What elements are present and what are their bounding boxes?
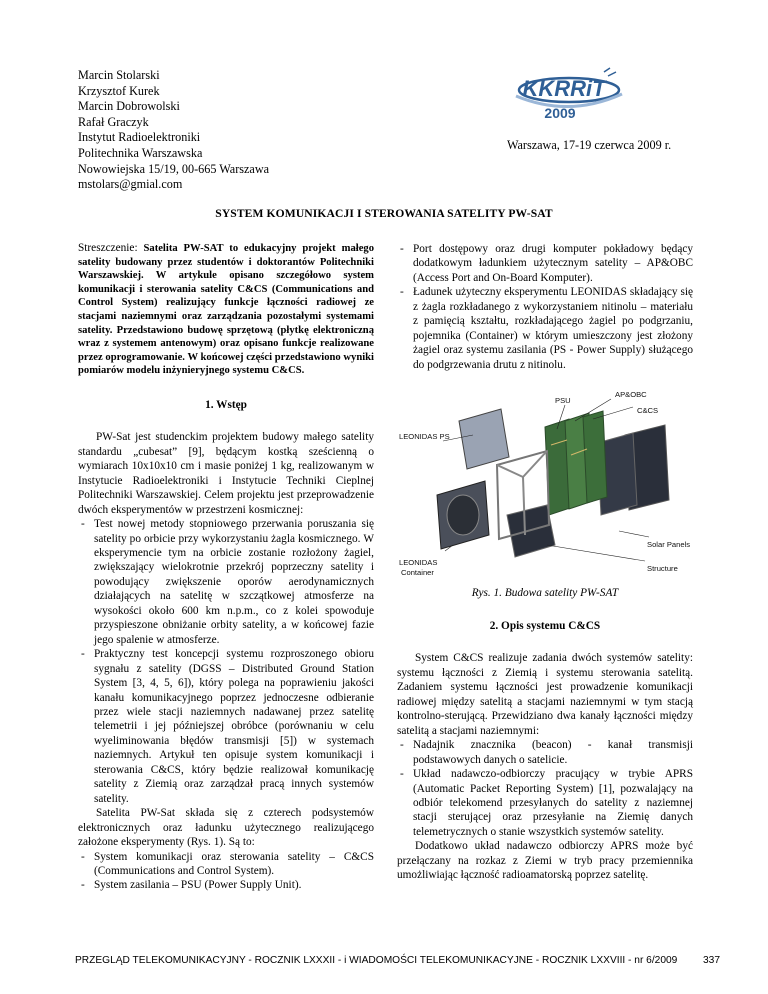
list-item: - Nadajnik znacznika (beacon) - kanał transmisji podstawowych danych o satelicie. — [397, 738, 693, 767]
label-structure: Structure — [647, 564, 678, 573]
paragraph: System C&CS realizuje zadania dwóch systemów satelity: systemu łączności z Ziemią i systemu sterowania satelitą. Zadaniem systemu łączności jest prowadzenie komunikacji radiowej między satelitą a stacjami naziemnymi w tym stacją kontrolno-sterującą. Przewidziano dwa kanały łączności między satelitą a stacjami naziemnymi: — [397, 652, 693, 737]
author-email: mstolars@gmial.com — [78, 177, 183, 192]
abstract — [78, 242, 374, 378]
figure-caption: Rys. 1. Budowa satelity PW-SAT — [471, 587, 619, 599]
label-container: Container — [401, 568, 434, 577]
paragraph: Dodatkowo układ nadawczo odbiorczy APRS może być przełączany na rozkaz z Ziemi w tryb pracy przemiennika umożliwiając łączność radioamatorską poprzez satelitę. — [397, 840, 693, 882]
label-solar-panels: Solar Panels — [647, 540, 691, 549]
list-item: - Test nowej metody stopniowego przerwania poruszania się satelity po orbicie przy wykorzystaniu żagla kosmicznego. W eksperymencie tym na orbicie zostanie rozłożony żagiel, zwiększający wielokrotnie przekrój poprzeczny satelity i powodujący zwiększenie oporów aerodynamicznych działających na satelitę w szczątkowej atmosferze na wysokości około 600 km n.p.m., co z kolei spowoduje przyspieszone obniżanie orbity satelity, a w końcowej fazie jego spalenie w atmosferze. — [78, 517, 374, 647]
abstract-text: Satelita PW-SAT to edukacyjny projekt małego satelity budowany przez studentów i doktorantów Politechniki Warszawskiej. W artykule opisano szczegółowo system komunikacji i sterowania satelity C&CS (Communications and Control System) realizujący funkcje łączności radiowej ze stacjami naziemnymi oraz zarządzania pozostałymi systemami satelity. Przedstawiono budowę sprzętową (płytkę elektroniczną wraz z systemem antenowym) oraz opisano funkcje realizowane przez oprogramowanie. W końcowej części przedstawiono wyniki pomiarów modelu inżynieryjnego systemu C&CS. — [78, 243, 374, 377]
leonidas-container-drawing — [437, 481, 489, 549]
label-psu: PSU — [555, 396, 571, 405]
author-name: Rafał Graczyk — [78, 114, 149, 129]
conference-place-date: Warszawa, 17-19 czerwca 2009 r. — [507, 138, 672, 152]
section-heading: 1. Wstęp — [205, 398, 247, 411]
page-number: 337 — [703, 955, 720, 966]
pcb-boards-drawing — [545, 411, 607, 515]
experiment-list — [78, 517, 374, 806]
satellite-exploded-figure — [397, 385, 697, 585]
list-item: - System komunikacji oraz sterowania satelity – C&CS (Communications and Control System). — [78, 850, 374, 879]
journal-footer: PRZEGLĄD TELEKOMUNIKACYJNY - ROCZNIK LXXXII - i WIADOMOŚCI TELEKOMUNIKACYJNE - ROCZNIK LXXVIII - nr 6/2009 — [75, 955, 678, 966]
leonidas-ps-drawing — [459, 409, 509, 469]
list-item: - Ładunek użyteczny eksperymentu LEONIDAS składający się z żagla rozkładanego z wykorzystaniem nitinolu – materiału z pamięcią kształtu, rozkładającego żagiel po podgrzaniu, pojemnika (Container) w którym umieszczony jest złożony żagiel oraz systemu zasilania (PS - Power Supply) służącego do podgrzewania drutu z nitinolu. — [397, 285, 693, 372]
abstract-lead: Streszczenie: — [78, 242, 138, 254]
subsystem-list — [78, 850, 374, 893]
list-item: - System zasilania – PSU (Power Supply Unit). — [78, 878, 374, 892]
section-2 — [397, 613, 693, 883]
paragraph: Satelita PW-Sat składa się z czterech podsystemów elektronicznych oraz ładunku użytecznego realizującego założone eksperymenty (Rys. 1). Są to: — [78, 807, 374, 849]
section-heading: 2. Opis systemu C&CS — [489, 620, 601, 632]
label-leonidas: LEONIDAS — [399, 558, 438, 567]
channel-list — [397, 738, 693, 839]
affiliation-university: Politechnika Warszawska — [78, 145, 203, 160]
paper-title: SYSTEM KOMUNIKACJI I STEROWANIA SATELITY PW-SAT — [215, 207, 553, 220]
list-item: - Port dostępowy oraz drugi komputer pokładowy będący dodatkowym ładunkiem użytecznym satelity – AP&OBC (Access Port and On-Board Komputer). — [397, 242, 693, 285]
logo-year: 2009 — [544, 105, 576, 121]
label-ccs: C&CS — [637, 406, 659, 415]
author-block — [78, 68, 269, 193]
affiliation-institute: Instytut Radioelektroniki — [78, 130, 201, 145]
author-name: Marcin Stolarski — [78, 68, 160, 82]
author-name: Marcin Dobrowolski — [78, 99, 180, 114]
subsystem-list-continued — [397, 242, 693, 372]
paragraph: PW-Sat jest studenckim projektem budowy małego satelity standardu „cubesat” [9], będącym kostką sześcienną o wymiarach 10x10x10 cm i masie poniżej 1 kg, realizowanym w Instytucie Radioelektroniki i Instytucie Techniki Cieplnej Politechniki Warszawskiej. Celem projektu jest przeprowadzenie dwóch eksperymentów w przestrzeni kosmicznej: — [78, 431, 374, 516]
logo-wordmark: KKRRiT — [522, 76, 606, 101]
label-leonidas-ps: LEONIDAS PS — [399, 432, 450, 441]
list-item: - Układ nadawczo-odbiorczy pracujący w trybie APRS (Automatic Packet Reporting System) [1], pozwalający na odbiór telekomend przesyłanych do satelity z naziemnej stacji sterującej oraz przesyłanie na Ziemię danych telemetrycznych o stanie wszystkich systemów satelity. — [397, 767, 693, 839]
affiliation-address: Nowowiejska 15/19, 00-665 Warszawa — [78, 161, 270, 176]
author-name: Krzysztof Kurek — [78, 83, 160, 98]
label-apobc: AP&OBC — [615, 390, 647, 399]
antenna-icon — [604, 68, 616, 76]
left-column — [78, 242, 374, 893]
list-item: - Praktyczny test koncepcji systemu rozproszonego obioru sygnału z satelity (DGSS – Distributed Ground Station System [3, 4, 5, 6]), który polega na poprawieniu jakości kanału komunikacyjnego poprzez jednoczesne odbieranie przez wiele stacji naziemnych nadawanej przez satelitę telemetrii i jej późniejszej obróbce (porównaniu w celu wyeliminowania błędów transmisji [5]) w systemach naziemnych. Artykuł ten opisuje system komunikacji i sterowania C&CS, który będzie realizował komunikację satelity z Ziemią oraz zarządzał pracą innych systemów satelity. — [78, 647, 374, 806]
kkrrit-logo — [508, 66, 630, 132]
right-column-list — [397, 242, 693, 372]
